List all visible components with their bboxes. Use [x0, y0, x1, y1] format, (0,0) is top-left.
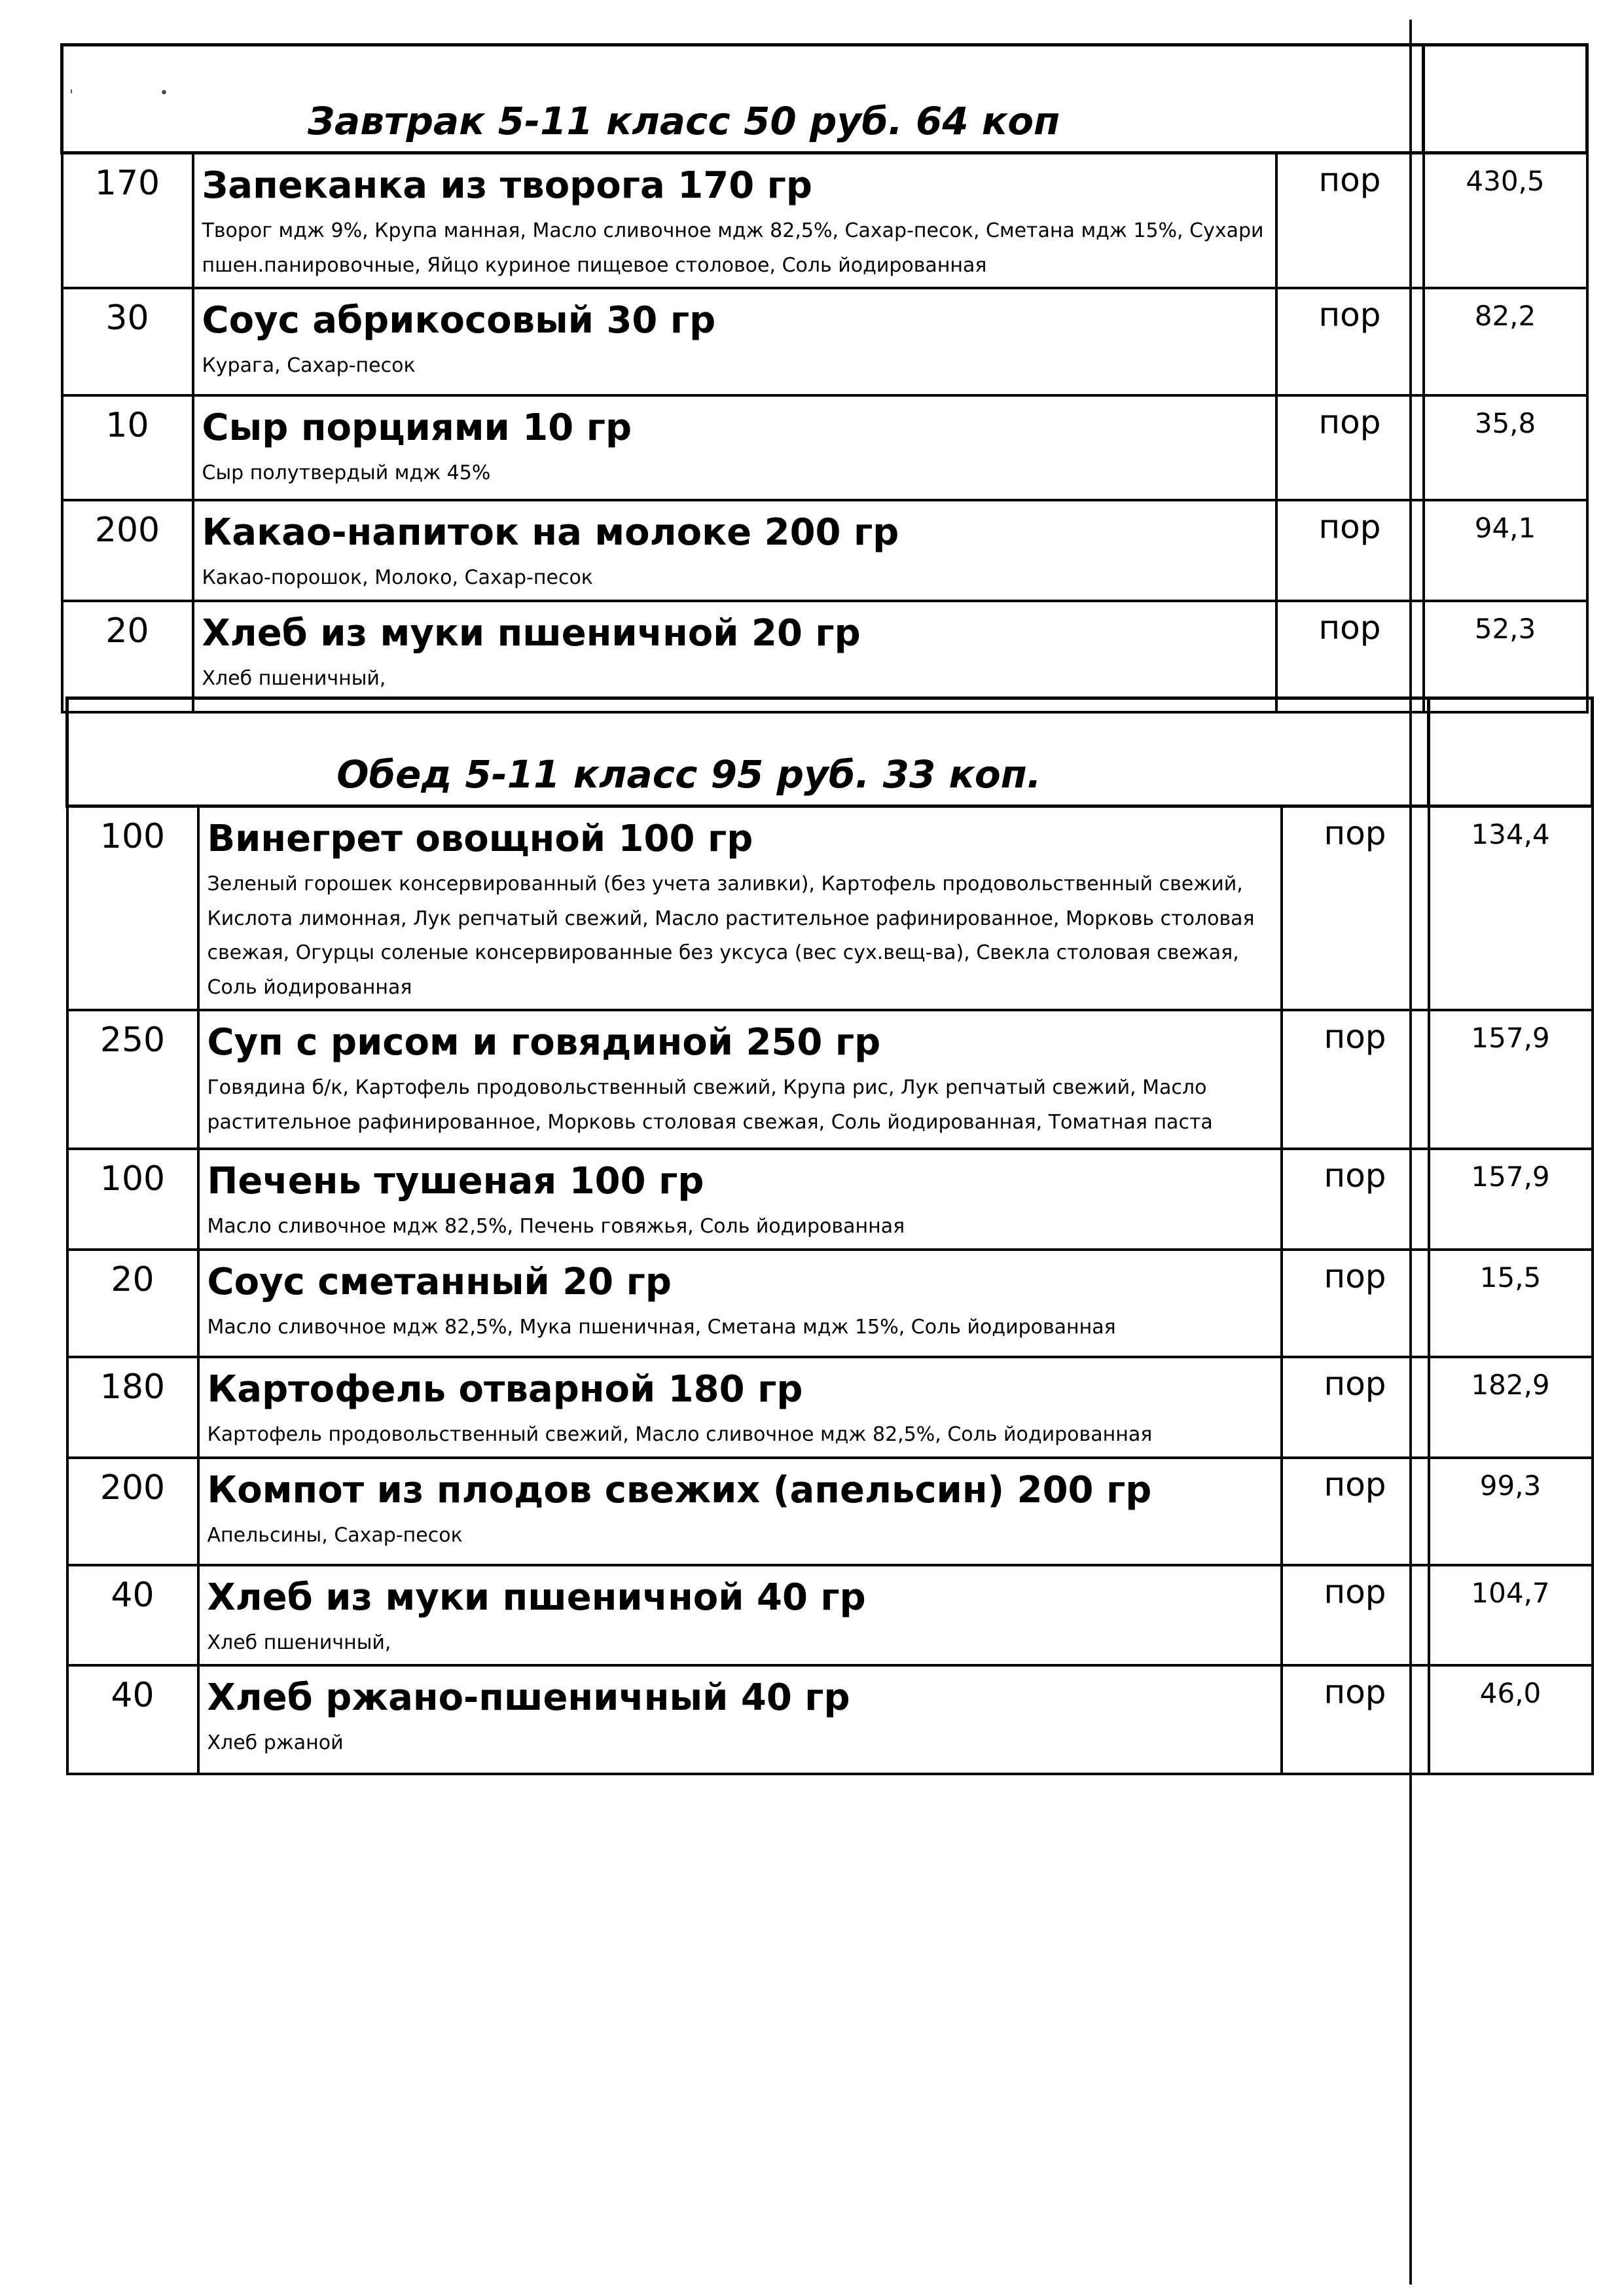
dish-ingredients: Зеленый горошек консервированный (без учета заливки), Картофель продовольственный свежий, Кислота лимонная, Лук репчатый свежий, Масло растительное рафинированное, Морковь столовая свежая, Огурцы соленые консервированные без уксуса (вес сух.вещ-ва), Свекла столовая свежая, Соль йодированная — [207, 873, 1255, 999]
portion-weight: 20 — [67, 1250, 198, 1357]
unit: пор — [1282, 1250, 1429, 1357]
dish-name: Хлеб из муки пшеничной 40 гр — [207, 1576, 866, 1619]
portion-weight: 100 — [67, 806, 198, 1011]
dish-cell — [198, 1665, 1282, 1774]
unit: пор — [1276, 288, 1424, 395]
dish-name: Какао-напиток на молоке 200 гр — [202, 511, 899, 554]
dish-name: Соус сметанный 20 гр — [207, 1260, 672, 1303]
scan-speck: • — [160, 85, 168, 101]
unit: пор — [1276, 601, 1424, 712]
lunch-table — [65, 696, 1594, 1775]
dish-ingredients: Хлеб пшеничный, — [202, 667, 386, 691]
dish-name: Винегрет овощной 100 гр — [207, 818, 753, 860]
dish-cell — [193, 288, 1276, 395]
unit: пор — [1276, 395, 1424, 500]
dish-ingredients: Какао-порошок, Молоко, Сахар-песок — [202, 566, 593, 590]
unit: пор — [1282, 1357, 1429, 1458]
breakfast-title: Завтрак 5-11 класс 50 руб. 64 коп — [62, 45, 1424, 153]
menu-row — [67, 1665, 1593, 1774]
unit: пор — [1282, 1149, 1429, 1250]
portion-weight: 180 — [67, 1357, 198, 1458]
dish-ingredients: Масло сливочное мдж 82,5%, Печень говяжья, Соль йодированная — [207, 1215, 905, 1238]
dish-cell — [198, 1565, 1282, 1666]
dish-name: Сыр порциями 10 гр — [202, 407, 632, 450]
dish-ingredients: Картофель продовольственный свежий, Масло сливочное мдж 82,5%, Соль йодированная — [207, 1423, 1153, 1447]
unit: пор — [1282, 806, 1429, 1011]
dish-name: Печень тушеная 100 гр — [207, 1160, 704, 1203]
dish-cell — [193, 601, 1276, 712]
lunch-header — [67, 698, 1593, 806]
portion-weight: 170 — [62, 153, 193, 289]
dish-cell — [198, 1357, 1282, 1458]
dish-cell — [198, 806, 1282, 1011]
unit: пор — [1282, 1665, 1429, 1774]
portion-weight: 20 — [62, 601, 193, 712]
portion-weight: 10 — [62, 395, 193, 500]
unit: пор — [1276, 153, 1424, 289]
breakfast-table — [60, 43, 1589, 714]
energy-value: 82,2 — [1424, 288, 1587, 395]
dish-name: Запеканка из творога 170 гр — [202, 164, 813, 207]
menu-row — [62, 395, 1587, 500]
portion-weight: 100 — [67, 1149, 198, 1250]
energy-value: 157,9 — [1429, 1010, 1593, 1149]
energy-value: 99,3 — [1429, 1458, 1593, 1565]
dish-cell — [198, 1458, 1282, 1565]
energy-value: 104,7 — [1429, 1565, 1593, 1666]
dish-name: Компот из плодов свежих (апельсин) 200 гр — [207, 1468, 1152, 1511]
energy-value: 182,9 — [1429, 1357, 1593, 1458]
menu-row — [67, 806, 1593, 1011]
dish-name: Хлеб ржано-пшеничный 40 гр — [207, 1676, 850, 1720]
unit: пор — [1282, 1458, 1429, 1565]
menu-row — [62, 601, 1587, 712]
dish-cell — [193, 395, 1276, 500]
dish-name: Суп с рисом и говядиной 250 гр — [207, 1021, 881, 1064]
menu-row — [67, 1149, 1593, 1250]
menu-row — [62, 500, 1587, 601]
dish-cell — [198, 1010, 1282, 1149]
dish-cell — [193, 500, 1276, 601]
menu-row — [67, 1458, 1593, 1565]
unit: пор — [1276, 500, 1424, 601]
portion-weight: 40 — [67, 1665, 198, 1774]
dish-ingredients: Сыр полутвердый мдж 45% — [202, 461, 491, 485]
dish-name: Соус абрикосовый 30 гр — [202, 299, 716, 342]
dish-ingredients: Говядина б/к, Картофель продовольственный свежий, Крупа рис, Лук репчатый свежий, Масло растительное рафинированное, Морковь столовая свежая, Соль йодированная, Томатная паста — [207, 1076, 1213, 1134]
portion-weight: 30 — [62, 288, 193, 395]
portion-weight: 200 — [62, 500, 193, 601]
dish-cell — [193, 153, 1276, 289]
energy-value: 52,3 — [1424, 601, 1587, 712]
dish-ingredients: Курага, Сахар-песок — [202, 354, 416, 378]
unit: пор — [1282, 1565, 1429, 1666]
energy-value: 157,9 — [1429, 1149, 1593, 1250]
menu-row — [67, 1357, 1593, 1458]
unit: пор — [1282, 1010, 1429, 1149]
dish-name: Хлеб из муки пшеничной 20 гр — [202, 611, 861, 655]
dish-cell — [198, 1149, 1282, 1250]
dish-cell — [198, 1250, 1282, 1357]
energy-value: 430,5 — [1424, 153, 1587, 289]
portion-weight: 40 — [67, 1565, 198, 1666]
dish-ingredients: Творог мдж 9%, Крупа манная, Масло сливочное мдж 82,5%, Сахар-песок, Сметана мдж 15%, Сухари пшен.панировочные, Яйцо куриное пищевое столовое, Соль йодированная — [202, 219, 1264, 277]
breakfast-header — [62, 45, 1587, 153]
dish-ingredients: Апельсины, Сахар-песок — [207, 1523, 463, 1547]
menu-row — [62, 288, 1587, 395]
energy-value: 134,4 — [1429, 806, 1593, 1011]
menu-row — [67, 1250, 1593, 1357]
portion-weight: 200 — [67, 1458, 198, 1565]
energy-value: 15,5 — [1429, 1250, 1593, 1357]
dish-ingredients: Масло сливочное мдж 82,5%, Мука пшеничная, Сметана мдж 15%, Соль йодированная — [207, 1316, 1116, 1339]
energy-value: 35,8 — [1424, 395, 1587, 500]
scan-speck: ' — [69, 88, 74, 104]
energy-value: 46,0 — [1429, 1665, 1593, 1774]
portion-weight: 250 — [67, 1010, 198, 1149]
dish-ingredients: Хлеб пшеничный, — [207, 1631, 391, 1654]
menu-row — [62, 153, 1587, 289]
dish-name: Картофель отварной 180 гр — [207, 1367, 803, 1411]
energy-value: 94,1 — [1424, 500, 1587, 601]
menu-row — [67, 1010, 1593, 1149]
lunch-title: Обед 5-11 класс 95 руб. 33 коп. — [67, 698, 1429, 806]
menu-row — [67, 1565, 1593, 1666]
dish-ingredients: Хлеб ржаной — [207, 1731, 344, 1755]
